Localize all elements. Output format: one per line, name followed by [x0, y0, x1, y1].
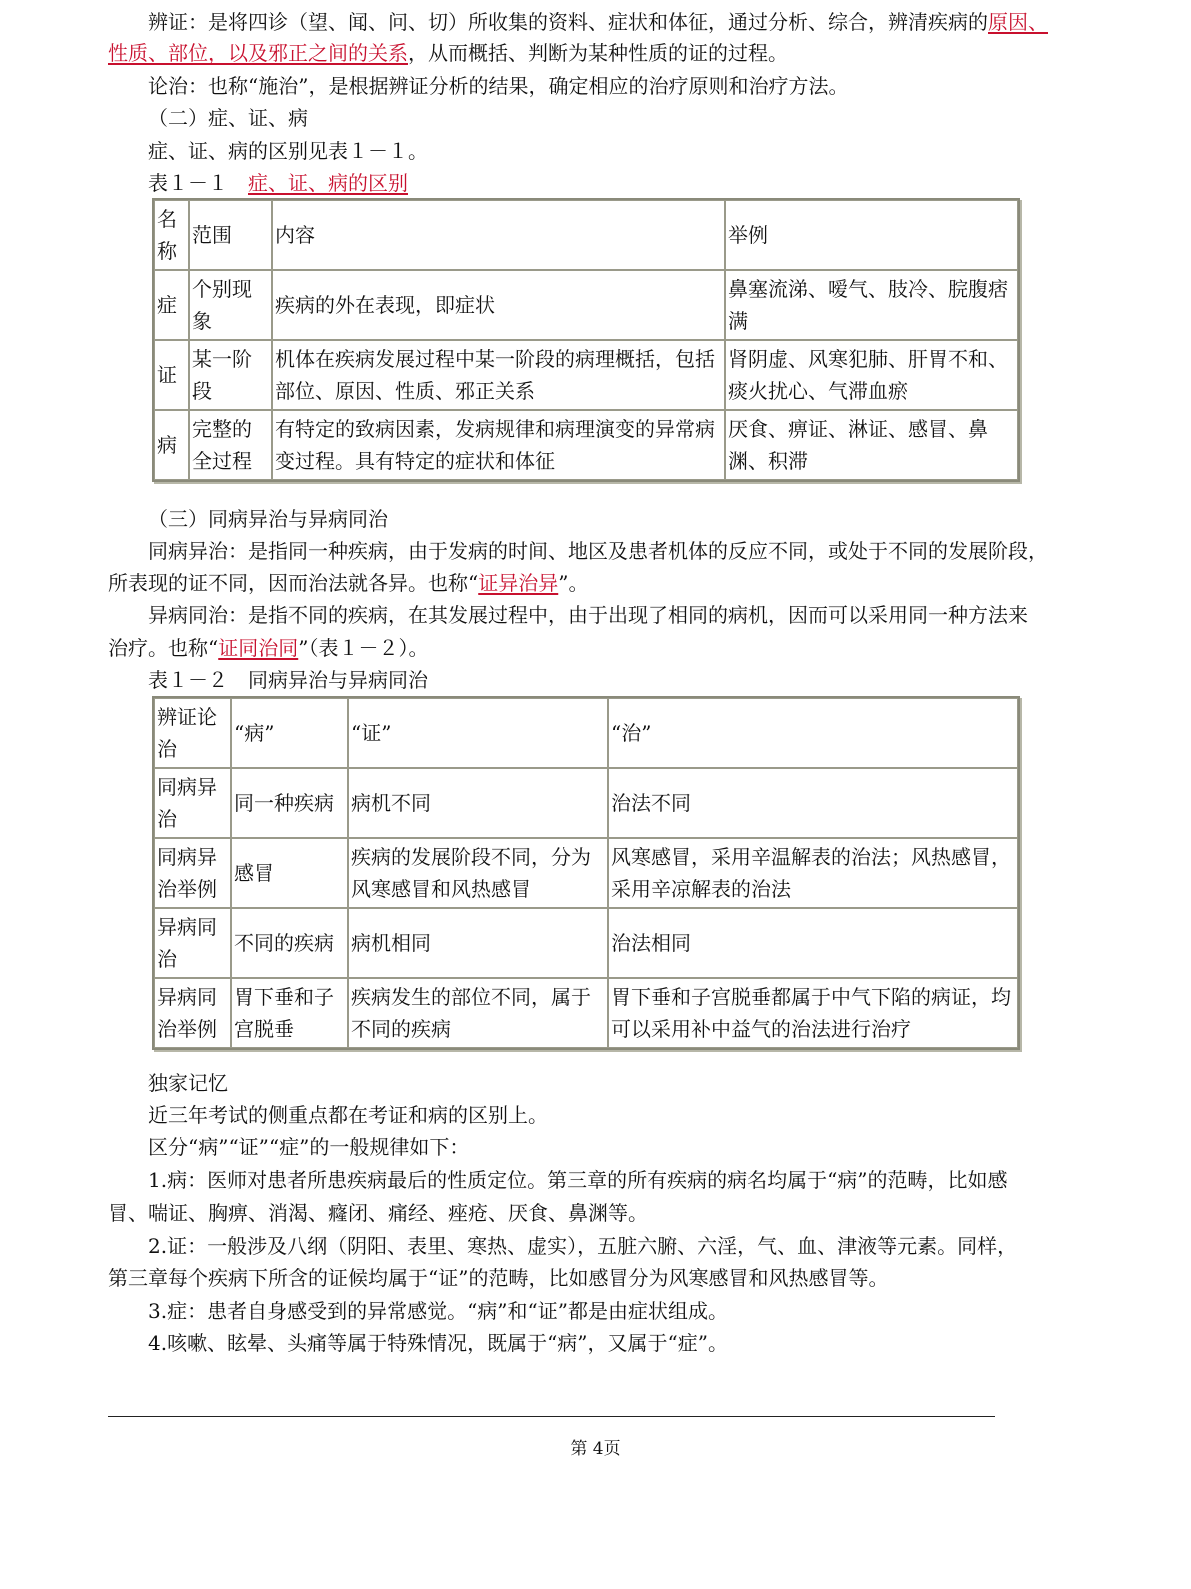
table-zheng-zheng-bing [152, 198, 1020, 482]
bianzheng-text: 辨证：是将四诊（望、闻、问、切）所收集的资料、症状和体征，通过分析、综合，辨清疾病的 [148, 10, 988, 34]
table2-cell: 异病同治 [154, 908, 231, 978]
table1-header-cell: 内容 [272, 200, 725, 270]
table2-cell: 病机相同 [348, 908, 608, 978]
table2-cell: 疾病的发展阶段不同，分为风寒感冒和风热感冒 [348, 838, 608, 908]
table2-row [154, 978, 1018, 1048]
table2-cell: 感冒 [231, 838, 348, 908]
table1-caption-label: 表１－１ [148, 171, 248, 195]
memo-line: 1.病：医师对患者所患疾病最后的性质定位。第三章的所有疾病的病名均属于“病”的范畴，比如感 [148, 1168, 1008, 1192]
memo-line: 2.证：一般涉及八纲（阴阳、表里、寒热、虚实），五脏六腑、六淫，气、血、津液等元素。同样， [148, 1234, 1018, 1258]
paragraph-table-ref: 症、证、病的区别见表１－１。 [148, 139, 428, 163]
table1-cell: 有特定的致病因素，发病规律和病理演变的异常病变过程。具有特定的症状和体征 [272, 410, 725, 480]
table1-cell: 病 [154, 410, 189, 480]
table1-row [154, 410, 1018, 480]
table2-header-cell: “治” [608, 698, 1018, 768]
paragraph-bianzheng-line2 [108, 41, 788, 65]
section-heading-2: （二）症、证、病 [148, 106, 308, 130]
link-xingzhi-buwei[interactable]: 性质、部位，以及邪正之间的关系 [108, 41, 408, 65]
table2-cell: 同病异治举例 [154, 838, 231, 908]
paragraph-tongbing-line1: 同病异治：是指同一种疾病，由于发病的时间、地区及患者机体的反应不同，或处于不同的发展阶段， [148, 539, 1048, 563]
table2-cell: 同病异治 [154, 768, 231, 838]
table2-cell: 治法不同 [608, 768, 1018, 838]
tongbing-text: 所表现的证不同，因而治法就各异。也称“ [108, 571, 479, 595]
table2-cell: 风寒感冒，采用辛温解表的治法；风热感冒，采用辛凉解表的治法 [608, 838, 1018, 908]
table2-cell: 胃下垂和子宫脱垂都属于中气下陷的病证，均可以采用补中益气的治法进行治疗 [608, 978, 1018, 1048]
link-zhengtong-zhitong[interactable]: 证同治同 [218, 636, 299, 660]
table1-cell: 证 [154, 340, 189, 410]
memo-line: 3.症：患者自身感受到的异常感觉。“病”和“证”都是由症状组成。 [148, 1299, 728, 1323]
paragraph-yibing-line2 [108, 636, 428, 660]
table2-caption: 表１－２ 同病异治与异病同治 [148, 668, 428, 692]
paragraph-bianzheng-line1 [148, 10, 1048, 34]
table1-cell: 疾病的外在表现，即症状 [272, 270, 725, 340]
table2-cell: 异病同治举例 [154, 978, 231, 1048]
table2-header-cell: “病” [231, 698, 348, 768]
table2-cell: 疾病发生的部位不同，属于不同的疾病 [348, 978, 608, 1048]
table2-row [154, 768, 1018, 838]
table2-header-row [154, 698, 1018, 768]
memo-line: 区分“病”“证”“症”的一般规律如下： [148, 1135, 470, 1159]
table1-caption-link[interactable]: 症、证、病的区别 [248, 171, 408, 195]
section-heading-3: （三）同病异治与异病同治 [148, 507, 388, 531]
table1-header-row [154, 200, 1018, 270]
table1-cell: 厌食、痹证、淋证、感冒、鼻渊、积滞 [725, 410, 1018, 480]
table2-cell: 不同的疾病 [231, 908, 348, 978]
table-tongbing-yibing [152, 696, 1020, 1050]
paragraph-tongbing-line2 [108, 571, 588, 595]
table1-cell: 症 [154, 270, 189, 340]
page-number: 第 4页 [570, 1439, 621, 1459]
yibing-text: 治疗。也称“ [108, 636, 219, 660]
table1-header-cell: 范围 [189, 200, 272, 270]
memo-title: 独家记忆 [148, 1071, 228, 1095]
table2-row [154, 908, 1018, 978]
table2-cell: 病机不同 [348, 768, 608, 838]
table2-header-cell: 辨证论治 [154, 698, 231, 768]
yibing-text-end: ”（表１－２）。 [298, 636, 429, 660]
table1-header-cell: 名称 [154, 200, 189, 270]
table2-cell: 治法相同 [608, 908, 1018, 978]
paragraph-lunzhi: 论治：也称“施治”，是根据辨证分析的结果，确定相应的治疗原则和治疗方法。 [148, 74, 849, 98]
table1-cell: 机体在疾病发展过程中某一阶段的病理概括，包括部位、原因、性质、邪正关系 [272, 340, 725, 410]
table1-row [154, 340, 1018, 410]
table2-header-cell: “证” [348, 698, 608, 768]
bianzheng-text-end: ，从而概括、判断为某种性质的证的过程。 [408, 41, 788, 65]
table1-caption [148, 171, 408, 195]
tongbing-text-end: ”。 [558, 571, 589, 595]
table1-cell: 某一阶段 [189, 340, 272, 410]
memo-line: 近三年考试的侧重点都在考证和病的区别上。 [148, 1103, 548, 1127]
table2-cell: 胃下垂和子宫脱垂 [231, 978, 348, 1048]
footer-divider [108, 1416, 995, 1417]
paragraph-yibing-line1: 异病同治：是指不同的疾病，在其发展过程中，由于出现了相同的病机，因而可以采用同一种方法来 [148, 603, 1028, 627]
table1-cell: 鼻塞流涕、嗳气、肢冷、脘腹痞满 [725, 270, 1018, 340]
link-zhengyi-zhiyi[interactable]: 证异治异 [478, 571, 559, 595]
table1-cell: 个别现象 [189, 270, 272, 340]
memo-line: 冒、喘证、胸痹、消渴、癃闭、痛经、痤疮、厌食、鼻渊等。 [108, 1201, 648, 1225]
table1-cell: 肾阴虚、风寒犯肺、肝胃不和、痰火扰心、气滞血瘀 [725, 340, 1018, 410]
table2-row [154, 838, 1018, 908]
memo-line: 4.咳嗽、眩晕、头痛等属于特殊情况，既属于“病”，又属于“症”。 [148, 1331, 728, 1355]
table2-cell: 同一种疾病 [231, 768, 348, 838]
table1-cell: 完整的全过程 [189, 410, 272, 480]
link-yuanyin[interactable]: 原因、 [988, 10, 1048, 34]
memo-line: 第三章每个疾病下所含的证候均属于“证”的范畴，比如感冒分为风寒感冒和风热感冒等。 [108, 1266, 889, 1290]
table1-row [154, 270, 1018, 340]
table1-header-cell: 举例 [725, 200, 1018, 270]
